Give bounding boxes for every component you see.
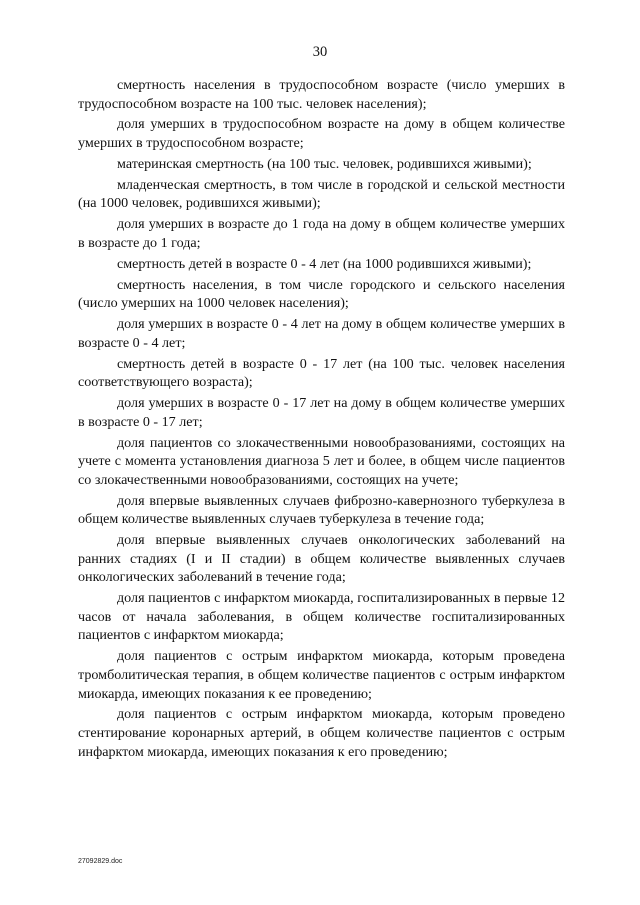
list-item: доля умерших в возрасте 0 - 17 лет на дому в общем количестве умерших в возрасте 0 - 17 лет; bbox=[78, 395, 565, 430]
list-item: доля умерших в возрасте 0 - 4 лет на дому в общем количестве умерших в возрасте 0 - 4 лет; bbox=[78, 316, 565, 351]
file-name-footer: 27092829.doc bbox=[78, 858, 123, 865]
list-item: доля впервые выявленных случаев фиброзно-кавернозного туберкулеза в общем количестве выявленных случаев туберкулеза в течение года; bbox=[78, 492, 565, 528]
list-item: младенческая смертность, в том числе в городской и сельской местности (на 1000 человек, родившихся живыми); bbox=[78, 176, 565, 212]
list-item: доля умерших в трудоспособном возрасте на дому в общем количестве умерших в трудоспособном возрасте; bbox=[78, 116, 565, 152]
list-item: доля впервые выявленных случаев онкологических заболеваний на ранних стадиях (I и II стадии) в общем количестве выявленных случаев онкологических заболеваний в течение года; bbox=[78, 532, 565, 586]
list-item: смертность населения в трудоспособном возрасте (число умерших в трудоспособном возрасте на 100 тыс. человек населения); bbox=[78, 77, 565, 112]
list-item: доля пациентов с инфарктом миокарда, госпитализированных в первые 12 часов от начала заболевания, в общем количестве госпитализированных пациентов с инфарктом миокарда; bbox=[78, 590, 565, 644]
list-item: доля пациентов с острым инфарктом миокарда, которым проведено стентирование коронарных артерий, в общем количестве пациентов с острым инфарктом миокарда, имеющих показания к его проведению; bbox=[78, 706, 565, 760]
list-item: доля пациентов с острым инфарктом миокарда, которым проведена тромболитическая терапия, в общем количестве пациентов с острым инфарктом миокарда, имеющих показания к ее проведению; bbox=[78, 648, 565, 702]
list-item: материнская смертность (на 100 тыс. человек, родившихся живыми); bbox=[117, 155, 532, 172]
document-body bbox=[78, 76, 565, 764]
page-number: 30 bbox=[312, 44, 328, 60]
list-item: смертность детей в возрасте 0 - 4 лет (на 1000 родившихся живыми); bbox=[117, 255, 532, 272]
list-item: доля умерших в возрасте до 1 года на дому в общем количестве умерших в возрасте до 1 года; bbox=[78, 216, 565, 251]
list-item: доля пациентов со злокачественными новообразованиями, состоящих на учете с момента установления диагноза 5 лет и более, в общем числе пациентов со злокачественными новообразованиями, состоящих на учете; bbox=[78, 434, 565, 488]
list-item: смертность населения, в том числе городского и сельского населения (число умерших на 1000 человек населения); bbox=[78, 276, 565, 312]
list-item: смертность детей в возрасте 0 - 17 лет (на 100 тыс. человек населения соответствующего возраста); bbox=[78, 355, 565, 391]
